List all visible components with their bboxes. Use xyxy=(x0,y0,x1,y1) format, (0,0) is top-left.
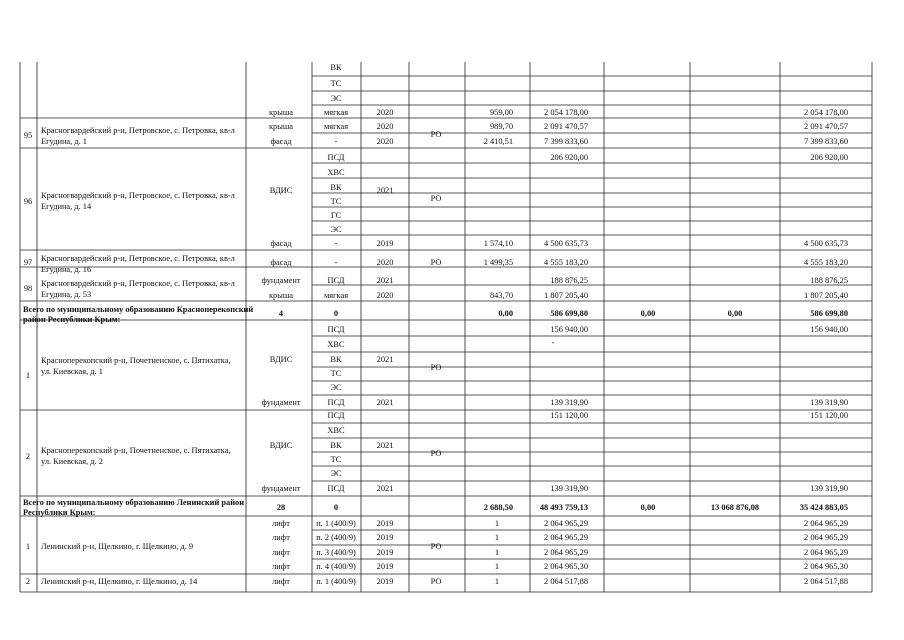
cell-year: 2021 xyxy=(376,484,394,493)
row-number: 2 xyxy=(25,577,31,586)
subtotal-area: 0,00 xyxy=(498,309,513,318)
cell-cost: 2 064 965,30 xyxy=(544,562,588,571)
cell-area: 1 574,10 xyxy=(483,239,513,248)
cell-total: 2 064 965,30 xyxy=(804,562,848,571)
cell-cost: 151 120,00 xyxy=(550,411,588,420)
cell-area: 2 410,51 xyxy=(483,137,513,146)
cell-cost: 206 920,00 xyxy=(550,153,588,162)
subtotal-count: 0 xyxy=(333,503,339,512)
cell-item: ВДИС xyxy=(269,186,293,195)
cell-item: фундамент xyxy=(261,484,301,493)
row-number: 2 xyxy=(25,452,31,461)
cell-mat: - xyxy=(334,239,338,248)
cell-fin: РО xyxy=(430,130,442,139)
cell-item: лифт xyxy=(272,533,290,542)
cell-mat: ВК xyxy=(330,183,342,192)
cell-mat: ЭС xyxy=(330,469,342,478)
cell-mat: ПСД xyxy=(327,153,345,162)
cell-year: 2019 xyxy=(376,533,394,542)
cell-fin: РО xyxy=(430,542,442,551)
cell-mat: ТС xyxy=(330,455,342,464)
cell-year: 2020 xyxy=(376,137,394,146)
row-number: 95 xyxy=(23,131,33,140)
address: Ленинский р-н, Щелкино, г. Щелкино, д. 9 xyxy=(41,542,194,551)
cell-total: 2 064 965,29 xyxy=(804,548,848,557)
cell-mat: ПСД xyxy=(327,398,345,407)
cell-fin: РО xyxy=(430,258,442,267)
cell-mat: ТС xyxy=(330,369,342,378)
cell-item: фасад xyxy=(270,137,292,146)
cell-cost: 2 091 470,57 xyxy=(544,122,588,131)
address: Красногвардейский р-н, Петровское, с. Петровка, кв-л Егудина, д. 53 xyxy=(41,279,235,299)
cell-year: 2020 xyxy=(376,108,394,117)
cell-total: 2 064 517,88 xyxy=(804,577,848,586)
cell-area: 1 xyxy=(494,533,500,542)
cell-cost: 2 054 178,00 xyxy=(544,108,588,117)
cell-item: лифт xyxy=(272,519,290,528)
cell-cost: 2 064 517,88 xyxy=(544,577,588,586)
cell-total: 2 064 965,29 xyxy=(804,519,848,528)
subtotal-col1: 0,00 xyxy=(640,503,656,512)
cell-cost: 188 876,25 xyxy=(550,276,588,285)
cell-fin: РО xyxy=(430,194,442,203)
cell-year: 2019 xyxy=(376,548,394,557)
cell-year: 2019 xyxy=(376,519,394,528)
cell-cost: - xyxy=(551,338,555,347)
row-number: 98 xyxy=(23,284,33,293)
cell-mat: п. 2 (400/9) xyxy=(316,533,356,542)
subtotal-cost: 586 699,80 xyxy=(550,309,588,318)
cell-total: 2 054 178,00 xyxy=(804,108,848,117)
cell-mat: - xyxy=(334,137,338,146)
cell-area: 843,70 xyxy=(489,291,513,300)
subtotal-count: 0 xyxy=(333,309,339,318)
cell-mat: ЭС xyxy=(330,225,342,234)
subtotal-label: Всего по муниципальному образованию Красноперекопский район Республики Крым: xyxy=(23,305,254,324)
row-number: 96 xyxy=(23,197,33,206)
cell-item: ВДИС xyxy=(269,355,293,364)
address: Красноперекопский р-н, Почетненское, с. Пятихатка, ул. Киевская, д. 2 xyxy=(41,446,231,466)
cell-cost: 2 064 965,29 xyxy=(544,533,588,542)
address: Красногвардейский р-н, Петровское, с. Петровка, кв-л Егудина, д. 1 xyxy=(41,126,235,146)
subtotal-col1: 0,00 xyxy=(640,309,656,318)
cell-cost: 156 940,00 xyxy=(550,325,588,334)
cell-mat: ХВС xyxy=(327,340,345,349)
cell-total: 139 319,90 xyxy=(810,484,848,493)
cell-mat: п. 3 (400/9) xyxy=(316,548,356,557)
cell-area: 1 xyxy=(494,562,500,571)
subtotal-area: 2 688,50 xyxy=(483,503,513,512)
cell-mat: ХВС xyxy=(327,168,345,177)
cell-item: ВДИС xyxy=(269,441,293,450)
cell-mat: ЭС xyxy=(330,94,342,103)
cell-mat: ГС xyxy=(330,211,342,220)
cell-total: 156 940,00 xyxy=(810,325,848,334)
cell-cost: 4 555 183,20 xyxy=(544,258,588,267)
cell-total: 2 091 470,57 xyxy=(804,122,848,131)
cell-item: фундамент xyxy=(261,398,301,407)
row-number: 1 xyxy=(25,371,31,380)
cell-mat: ТС xyxy=(330,79,342,88)
cell-mat: п. 1 (400/9) xyxy=(316,519,356,528)
cell-fin: РО xyxy=(430,363,442,372)
cell-cost: 2 064 965,29 xyxy=(544,548,588,557)
cell-item: крыша xyxy=(268,108,294,117)
cell-fin: РО xyxy=(430,577,442,586)
row-number: 97 xyxy=(23,258,33,267)
cell-mat: ВК xyxy=(330,355,342,364)
cell-total: 139 319,90 xyxy=(810,398,848,407)
cell-total: 4 555 183,20 xyxy=(804,258,848,267)
cell-cost: 139 319,90 xyxy=(550,484,588,493)
cell-total: 188 876,25 xyxy=(810,276,848,285)
cell-total: 151 120,00 xyxy=(810,411,848,420)
subtotal-total: 35 424 883,05 xyxy=(799,503,848,512)
cell-fin: РО xyxy=(430,449,442,458)
cell-year: 2019 xyxy=(376,577,394,586)
cell-item: лифт xyxy=(272,577,290,586)
subtotal-cost: 48 493 759,13 xyxy=(539,503,588,512)
cell-area: 989,70 xyxy=(489,122,513,131)
cell-area: 1 xyxy=(494,577,500,586)
cell-item: лифт xyxy=(272,548,290,557)
cell-mat: п. 1 (400/9) xyxy=(316,577,356,586)
subtotal-col2: 0,00 xyxy=(727,309,743,318)
cell-year: 2020 xyxy=(376,122,394,131)
cell-cost: 7 399 833,60 xyxy=(544,137,588,146)
cell-area: 1 xyxy=(494,548,500,557)
subtotal-col2: 13 068 876,08 xyxy=(710,503,760,512)
cell-mat: мягкая xyxy=(323,108,349,117)
cell-area: 1 xyxy=(494,519,500,528)
cell-mat: мягкая xyxy=(323,122,349,131)
cell-total: 206 920,00 xyxy=(810,153,848,162)
cell-mat: мягкая xyxy=(323,291,349,300)
cell-item: лифт xyxy=(272,562,290,571)
cell-item: фасад xyxy=(270,239,292,248)
address: Красногвардейский р-н, Петровское, с. Петровка, кв-л Егудина, д. 16 xyxy=(41,254,235,274)
cell-mat: п. 4 (400/9) xyxy=(316,562,356,571)
cell-cost: 4 500 635,73 xyxy=(544,239,588,248)
cell-year: 2021 xyxy=(376,441,394,450)
cell-mat: ТС xyxy=(330,197,342,206)
cell-total: 4 500 635,73 xyxy=(804,239,848,248)
cell-mat: ЭС xyxy=(330,383,342,392)
cell-total: 7 399 833,60 xyxy=(804,137,848,146)
cell-year: 2020 xyxy=(376,258,394,267)
address: Красноперекопский р-н, Почетненское, с. Пятихатка, ул. Киевская, д. 1 xyxy=(41,356,231,376)
cell-year: 2021 xyxy=(376,355,394,364)
cell-year: 2021 xyxy=(376,276,394,285)
cell-mat: ВК xyxy=(330,441,342,450)
cell-year: 2020 xyxy=(376,291,394,300)
cell-cost: 1 807 205,40 xyxy=(544,291,588,300)
row-number: 1 xyxy=(25,542,31,551)
cell-year: 2019 xyxy=(376,239,394,248)
cell-mat: ПСД xyxy=(327,411,345,420)
cell-area: 1 499,35 xyxy=(483,258,513,267)
subtotal-total: 586 699,80 xyxy=(810,309,848,318)
cell-year: 2021 xyxy=(376,398,394,407)
address: Красногвардейский р-н, Петровское, с. Петровка, кв-л Егудина, д. 14 xyxy=(41,191,235,211)
cell-total: 1 807 205,40 xyxy=(804,291,848,300)
cell-mat: ПСД xyxy=(327,325,345,334)
cell-year: 2021 xyxy=(376,186,394,195)
subtotal-count: 4 xyxy=(278,309,284,318)
cell-total: 2 064 965,29 xyxy=(804,533,848,542)
cell-cost: 139 319,90 xyxy=(550,398,588,407)
cell-mat: - xyxy=(334,258,338,267)
cell-item: фасад xyxy=(270,258,292,267)
cell-item: крыша xyxy=(268,122,294,131)
cell-mat: ПСД xyxy=(327,276,345,285)
cell-cost: 2 064 965,29 xyxy=(544,519,588,528)
subtotal-label: Всего по муниципальному образованию Ленинский район Республики Крым: xyxy=(23,498,245,517)
cell-item: фундамент xyxy=(261,276,301,285)
cell-mat: ВК xyxy=(330,63,342,72)
cell-mat: ПСД xyxy=(327,484,345,493)
cell-area: 959,00 xyxy=(489,108,513,117)
cell-year: 2019 xyxy=(376,562,394,571)
cell-mat: ХВС xyxy=(327,426,345,435)
cell-item: крыша xyxy=(268,291,294,300)
subtotal-count: 28 xyxy=(276,503,286,512)
address: Ленинский р-н, Щелкино, г. Щелкино, д. 14 xyxy=(41,577,198,586)
